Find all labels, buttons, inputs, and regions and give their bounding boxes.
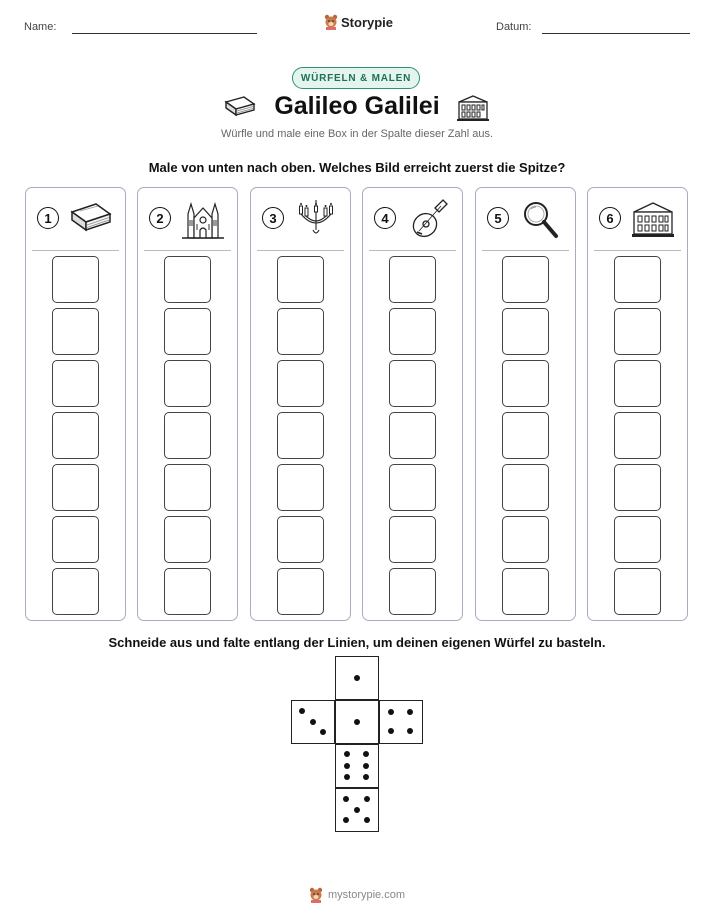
column-divider [369, 250, 456, 251]
die-pip [344, 774, 350, 780]
color-box[interactable] [502, 412, 549, 459]
instruction-bottom: Schneide aus und falte entlang der Linien, um deinen eigenen Würfel zu basteln. [108, 635, 606, 650]
die-pip [364, 796, 370, 802]
color-box[interactable] [614, 464, 661, 511]
name-line[interactable] [72, 33, 257, 34]
column-number: 5 [487, 207, 509, 229]
date-line[interactable] [542, 33, 690, 34]
column-number: 6 [599, 207, 621, 229]
color-box[interactable] [502, 464, 549, 511]
column-divider [32, 250, 119, 251]
color-box[interactable] [52, 308, 99, 355]
color-box[interactable] [277, 464, 324, 511]
die-pip [364, 817, 370, 823]
color-box[interactable] [614, 308, 661, 355]
chandelier-icon [293, 198, 339, 240]
die-face-3 [291, 700, 335, 744]
column-header [363, 188, 462, 250]
die-face-6 [335, 744, 379, 788]
color-box[interactable] [277, 516, 324, 563]
color-box[interactable] [277, 360, 324, 407]
color-box[interactable] [614, 516, 661, 563]
column-divider [257, 250, 344, 251]
color-box[interactable] [389, 360, 436, 407]
lute-icon [405, 198, 451, 240]
color-box[interactable] [164, 516, 211, 563]
die-face-1 [335, 700, 379, 744]
color-box[interactable] [502, 256, 549, 303]
color-box[interactable] [277, 412, 324, 459]
footer-url: mystorypie.com [327, 889, 406, 901]
instruction-top: Male von unten nach oben. Welches Bild erreicht zuerst die Spitze? [148, 160, 566, 175]
column-header [476, 188, 575, 250]
color-box[interactable] [164, 464, 211, 511]
die-face-4 [379, 700, 423, 744]
color-box[interactable] [52, 412, 99, 459]
color-box[interactable] [164, 568, 211, 615]
color-box[interactable] [164, 412, 211, 459]
category-badge: WÜRFELN & MALEN [292, 67, 420, 89]
color-box[interactable] [389, 568, 436, 615]
color-box[interactable] [277, 308, 324, 355]
die-pip [354, 675, 360, 681]
page-title: Galileo Galilei [274, 92, 440, 120]
color-box[interactable] [277, 568, 324, 615]
die-face-5 [335, 788, 379, 832]
date-label: Datum: [496, 21, 532, 33]
die-pip [354, 719, 360, 725]
die-pip [343, 796, 349, 802]
color-box[interactable] [164, 360, 211, 407]
bear-icon [324, 14, 338, 30]
die-pip [344, 751, 350, 757]
palazzo-icon [630, 198, 676, 240]
name-label: Name: [24, 21, 57, 33]
column-divider [482, 250, 569, 251]
die-pip [344, 763, 350, 769]
column-number: 2 [149, 207, 171, 229]
color-box[interactable] [52, 568, 99, 615]
column-number: 1 [37, 207, 59, 229]
column-header [251, 188, 350, 250]
page-subtitle: Würfle und male eine Box in der Spalte dieser Zahl aus. [220, 128, 494, 140]
color-box[interactable] [389, 516, 436, 563]
magnifier-icon [518, 198, 564, 240]
column-4 [362, 187, 463, 621]
die-pip [343, 817, 349, 823]
die-face-1 [335, 656, 379, 700]
color-box[interactable] [164, 256, 211, 303]
column-header [138, 188, 237, 250]
color-box[interactable] [614, 256, 661, 303]
die-pip [407, 728, 413, 734]
color-box[interactable] [277, 256, 324, 303]
footer [0, 887, 714, 903]
die-pip [299, 708, 305, 714]
color-box[interactable] [52, 256, 99, 303]
color-box[interactable] [614, 568, 661, 615]
brand-name: Storypie [341, 14, 394, 30]
column-6 [587, 187, 688, 621]
die-pip [363, 763, 369, 769]
column-header [26, 188, 125, 250]
column-divider [144, 250, 231, 251]
color-box[interactable] [502, 516, 549, 563]
color-box[interactable] [389, 308, 436, 355]
brand-logo [324, 14, 393, 30]
book-icon [68, 198, 114, 240]
color-box[interactable] [389, 256, 436, 303]
color-box[interactable] [502, 360, 549, 407]
color-box[interactable] [389, 464, 436, 511]
color-box[interactable] [502, 568, 549, 615]
die-pip [354, 807, 360, 813]
die-pip [310, 719, 316, 725]
die-pip [363, 751, 369, 757]
palazzo-icon [456, 94, 490, 122]
column-number: 3 [262, 207, 284, 229]
column-header [588, 188, 687, 250]
cathedral-icon [180, 198, 226, 240]
column-number: 4 [374, 207, 396, 229]
color-box[interactable] [52, 516, 99, 563]
column-2 [137, 187, 238, 621]
die-pip [388, 709, 394, 715]
color-box[interactable] [52, 464, 99, 511]
color-box[interactable] [614, 360, 661, 407]
column-divider [594, 250, 681, 251]
column-3 [250, 187, 351, 621]
color-box[interactable] [614, 412, 661, 459]
die-pip [320, 729, 326, 735]
color-box[interactable] [502, 308, 549, 355]
color-box[interactable] [52, 360, 99, 407]
die-pip [388, 728, 394, 734]
color-box[interactable] [389, 412, 436, 459]
bear-icon [309, 887, 323, 903]
color-box[interactable] [164, 308, 211, 355]
die-pip [363, 774, 369, 780]
die-pip [407, 709, 413, 715]
column-1 [25, 187, 126, 621]
column-5 [475, 187, 576, 621]
